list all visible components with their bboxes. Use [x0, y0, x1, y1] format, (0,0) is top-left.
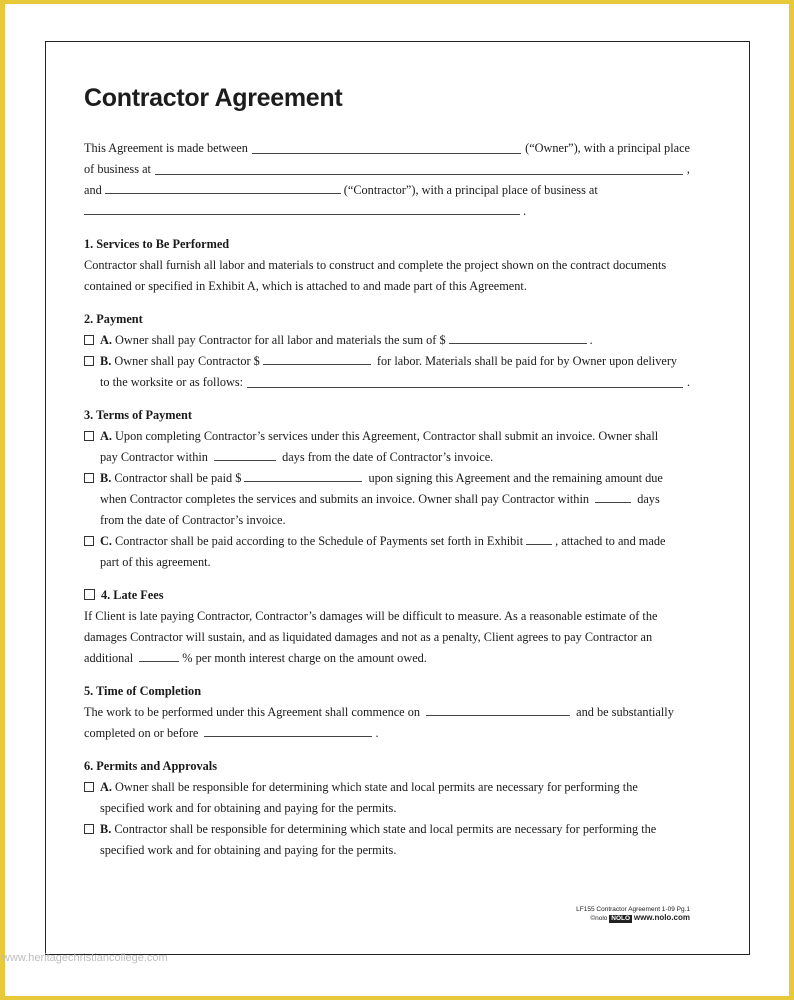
- exhibit-field[interactable]: [526, 532, 552, 545]
- services-text: Contractor shall furnish all labor and materials to construct and complete the project shown on the contract documents contained or specified in Exhibit A, which is attached to and made part of this Agreement.: [84, 258, 667, 293]
- interest-rate-field[interactable]: [139, 649, 179, 662]
- intro-text: (“Contractor”), with a principal place of business at: [343, 183, 598, 197]
- option-text: upon signing this Agreement and the remaining amount due: [368, 471, 663, 485]
- copyright: ©nolo: [590, 915, 608, 922]
- permits-option-a: [84, 777, 690, 819]
- payment-a-checkbox[interactable]: [84, 335, 94, 345]
- option-text: Owner shall pay Contractor for all labor and materials the sum of $: [115, 333, 446, 347]
- section-heading-late-fees: 4. Late Fees: [101, 588, 164, 602]
- watermark: www.heritagechristiancollege.com: [2, 952, 168, 964]
- option-text: % per month interest charge on the amount owed.: [182, 651, 427, 665]
- section-heading-completion: 5. Time of Completion: [84, 684, 202, 698]
- option-text: to the worksite or as follows:: [100, 375, 244, 389]
- late-fees-line-3: [84, 648, 690, 669]
- payment-b-checkbox[interactable]: [84, 356, 94, 366]
- option-text: days: [637, 492, 660, 506]
- late-fees-line-2: damages Contractor will sustain, and as liquidated damages and not as a penalty, Client agrees to pay Contractor an: [84, 630, 653, 644]
- option-label: C.: [100, 534, 112, 548]
- option-label: A.: [100, 429, 112, 443]
- terms-option-c: [84, 531, 690, 552]
- terms-c-line-2: part of this agreement.: [100, 555, 211, 569]
- intro-line-3: [84, 180, 690, 201]
- option-text: and be substantially: [576, 705, 674, 719]
- contractor-address-field[interactable]: [84, 202, 520, 215]
- payment-option-a: [84, 330, 690, 351]
- option-text: completed on or before: [84, 726, 199, 740]
- contractor-name-field[interactable]: [105, 181, 341, 194]
- option-text: Owner shall pay Contractor $: [114, 354, 260, 368]
- intro-block: [84, 138, 690, 222]
- invoice-days-field[interactable]: [214, 448, 276, 461]
- option-text: days from the date of Contractor’s invoice.: [282, 450, 494, 464]
- option-text: The work to be performed under this Agreement shall commence on: [84, 705, 421, 719]
- terms-a-checkbox[interactable]: [84, 431, 94, 441]
- late-fees-checkbox[interactable]: [84, 589, 95, 600]
- intro-text: of business at: [84, 162, 151, 176]
- footer: [560, 906, 690, 923]
- intro-line-1: [84, 138, 690, 159]
- payment-b-line-2: [84, 372, 690, 393]
- option-text: when Contractor completes the services and submits an invoice. Owner shall pay Contractor within: [100, 492, 590, 506]
- permits-a-checkbox[interactable]: [84, 782, 94, 792]
- option-text: additional: [84, 651, 134, 665]
- option-text: .: [375, 726, 379, 740]
- completion-days-field[interactable]: [595, 490, 631, 503]
- section-heading-terms: 3. Terms of Payment: [84, 408, 192, 422]
- signing-amount-field[interactable]: [244, 469, 362, 482]
- option-text: , attached to and made: [555, 534, 666, 548]
- owner-name-field[interactable]: [252, 152, 521, 154]
- completion-line-2: [84, 723, 690, 744]
- option-text: Contractor shall be paid according to the Schedule of Payments set forth in Exhibit: [115, 534, 524, 548]
- website: www.nolo.com: [633, 913, 690, 922]
- section-heading-payment: 2. Payment: [84, 312, 143, 326]
- terms-b-checkbox[interactable]: [84, 473, 94, 483]
- completion-line-1: [84, 702, 690, 723]
- option-text: for labor. Materials shall be paid for by Owner upon delivery: [376, 354, 678, 368]
- option-text: .: [589, 333, 593, 347]
- option-text: Upon completing Contractor’s services under this Agreement, Contractor shall submit an invoice. Owner shall: [115, 429, 659, 443]
- option-label: B.: [100, 354, 112, 368]
- form-id: LF155 Contractor Agreement 1-09 Pg.1: [576, 906, 690, 913]
- option-label: B.: [100, 822, 112, 836]
- payment-sum-field[interactable]: [449, 331, 587, 344]
- section-heading-services: 1. Services to Be Performed: [84, 237, 230, 251]
- terms-a-line-2: [84, 447, 690, 468]
- agreement-body: [84, 138, 690, 861]
- intro-text: This Agreement is made between: [84, 141, 248, 155]
- terms-b-line-3: from the date of Contractor’s invoice.: [100, 513, 286, 527]
- nolo-logo: NOLO: [611, 915, 631, 922]
- permits-b-checkbox[interactable]: [84, 824, 94, 834]
- labor-amount-field[interactable]: [263, 352, 371, 365]
- option-text: Owner shall be responsible for determining which state and local permits are necessary for performing the specified work and for obtaining and paying for the permits.: [100, 780, 638, 815]
- owner-address-field[interactable]: [155, 173, 683, 175]
- option-text: Contractor shall be paid $: [114, 471, 242, 485]
- option-label: A.: [100, 333, 112, 347]
- intro-text: .: [523, 204, 527, 218]
- intro-text: (“Owner”), with a principal place: [525, 141, 690, 155]
- option-text: pay Contractor within: [100, 450, 208, 464]
- option-text: Contractor shall be responsible for determining which state and local permits are necessary for performing the specified work and for obtaining and paying for the permits.: [100, 822, 657, 857]
- permits-option-b: [84, 819, 690, 861]
- section-heading-permits: 6. Permits and Approvals: [84, 759, 218, 773]
- footer-brand-line: [560, 914, 690, 923]
- end-date-field[interactable]: [204, 724, 372, 737]
- option-text: .: [686, 375, 690, 389]
- intro-text: ,: [686, 162, 690, 176]
- late-fees-heading-row: [84, 585, 690, 606]
- terms-b-line-2: [84, 489, 690, 510]
- document-title: Contractor Agreement: [84, 84, 343, 112]
- start-date-field[interactable]: [426, 703, 570, 716]
- payment-option-b: [84, 351, 690, 372]
- intro-line-4: [84, 201, 690, 222]
- option-label: A.: [100, 780, 112, 794]
- late-fees-line-1: If Client is late paying Contractor, Contractor’s damages will be difficult to measure. As a reasonable estimate of the: [84, 609, 658, 623]
- terms-c-checkbox[interactable]: [84, 536, 94, 546]
- terms-option-a: [84, 426, 690, 447]
- terms-option-b: [84, 468, 690, 489]
- intro-text: and: [84, 183, 102, 197]
- intro-line-2: [84, 159, 690, 180]
- materials-terms-field[interactable]: [247, 386, 683, 388]
- option-label: B.: [100, 471, 112, 485]
